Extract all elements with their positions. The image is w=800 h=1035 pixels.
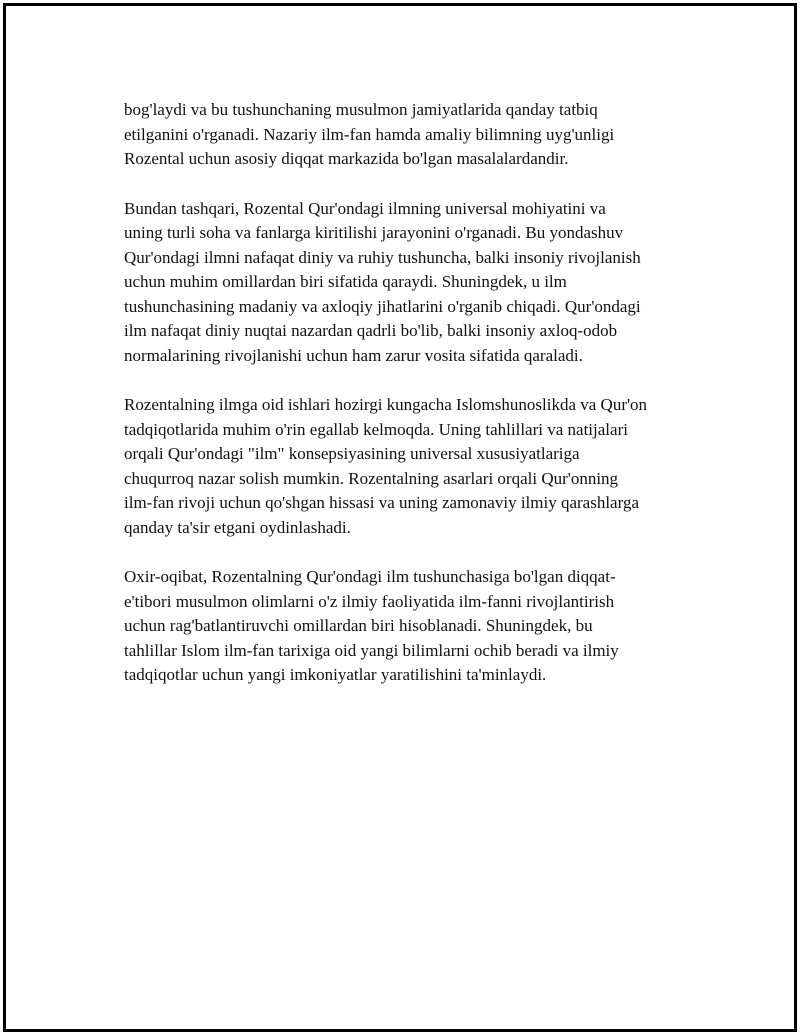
text-line: ilm nafaqat diniy nuqtai nazardan qadrli bo'lib, balki insoniy axloq-odob (124, 321, 618, 340)
text-line: tushunchasining madaniy va axloqiy jihatlarini o'rganib chiqadi. Qur'ondagi (124, 296, 641, 316)
page-frame (3, 3, 797, 1032)
paragraph-1 (124, 98, 694, 172)
document-body (124, 98, 694, 713)
text-line: chuqurroq nazar solish mumkin. Rozentalning asarlari orqali Qur'onning (124, 468, 619, 488)
text-line: bog'laydi va bu tushunchaning musulmon jamiyatlarida qanday tatbiq (124, 100, 598, 119)
text-line: tadqiqotlar uchun yangi imkoniyatlar yaratilishini ta'minlaydi. (124, 665, 547, 684)
text-line: uchun muhim omillardan biri sifatida qaraydi. Shuningdek, u ilm (124, 272, 567, 291)
text-line: uchun rag'batlantiruvchi omillardan biri hisoblanadi. Shuningdek, bu (124, 616, 593, 635)
paragraph-2 (124, 197, 694, 369)
text-line: qanday ta'sir etgani oydinlashadi. (124, 517, 351, 537)
text-line: Bundan tashqari, Rozental Qur'ondagi ilmning universal mohiyatini va (124, 198, 606, 218)
text-line: Rozental uchun asosiy diqqat markazida bo'lgan masalalardandir. (124, 149, 569, 168)
text-line: Rozentalning ilmga oid ishlari hozirgi kungacha Islomshunoslikda va Qur'on (124, 395, 648, 414)
text-line: Oxir-oqibat, Rozentalning Qur'ondagi ilm tushunchasiga bo'lgan diqqat- (124, 567, 616, 586)
text-line: Qur'ondagi ilmni nafaqat diniy va ruhiy tushuncha, balki insoniy rivojlanish (124, 247, 641, 267)
text-line: etilganini o'rganadi. Nazariy ilm-fan hamda amaliy bilimning uyg'unligi (124, 124, 615, 144)
text-line: e'tibori musulmon olimlarni o'z ilmiy faoliyatida ilm-fanni rivojlantirish (124, 591, 615, 611)
text-line: tahlillar Islom ilm-fan tarixiga oid yangi bilimlarni ochib beradi va ilmiy (124, 640, 619, 660)
text-line: ilm-fan rivoji uchun qo'shgan hissasi va uning zamonaviy ilmiy qarashlarga (124, 493, 640, 512)
text-line: normalarining rivojlanishi uchun ham zarur vosita sifatida qaraladi. (124, 345, 583, 365)
text-line: uning turli soha va fanlarga kiritilishi jarayonini o'rganadi. Bu yondashuv (124, 223, 624, 242)
paragraph-4 (124, 565, 694, 688)
text-line: orqali Qur'ondagi "ilm" konsepsiyasining universal xususiyatlariga (124, 444, 580, 463)
text-line: tadqiqotlarida muhim o'rin egallab kelmoqda. Uning tahlillari va natijalari (124, 419, 628, 439)
paragraph-3 (124, 393, 694, 540)
